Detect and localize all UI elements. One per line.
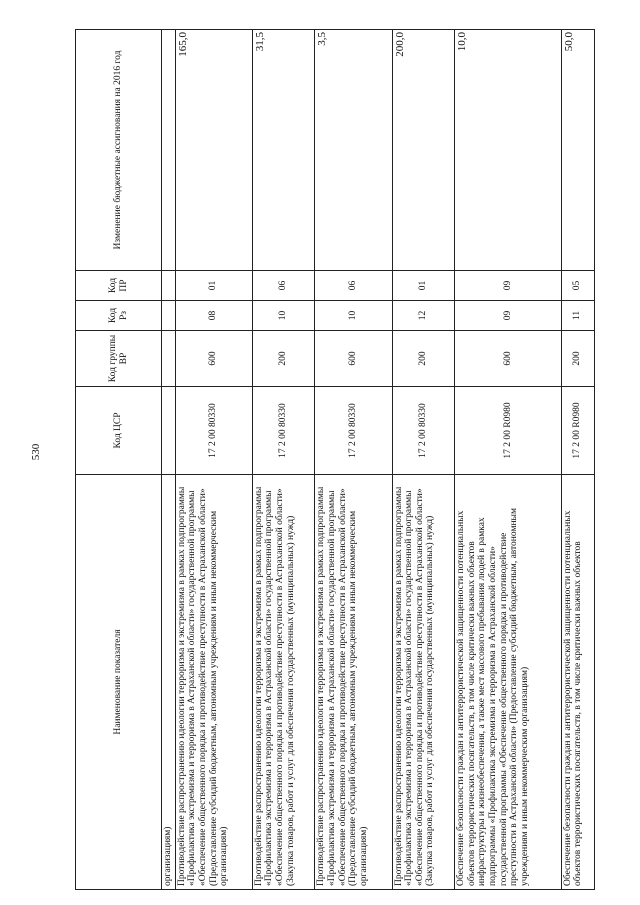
row-csr: 17 2 00 80330 [315, 387, 392, 475]
row-amount: 200,0 [392, 30, 455, 271]
row-name: Противодействие распространению идеологии терроризма и экстремизма в рамках подпрограммы «Профилактика экстремизма и терроризма в Астраханской области» государственной программы «Обеспечение общественного порядка и противодействие преступности в Астраханской области» (Закупка товаров, работ и услуг для обеспечения государственных (муниципальных) нужд) [252, 475, 315, 890]
continuation-text: организациям) [162, 475, 176, 890]
row-vr: 600 [455, 331, 561, 387]
row-name: Противодействие распространению идеологии терроризма и экстремизма в рамках подпрограммы «Профилактика экстремизма и терроризма в Астраханской области» государственной программы «Обеспечение общественного порядка и противодействие преступности в Астраханской области» (Закупка товаров, работ и услуг для обеспечения государственных (муниципальных) нужд) [392, 475, 455, 890]
row-amount: 31,5 [252, 30, 315, 271]
header-amount: Изменение бюджетные ассигнования на 2016 год [76, 30, 162, 271]
row-amount: 10,0 [455, 30, 561, 271]
row-rz: 11 [561, 301, 594, 331]
header-rz: Код Рз [76, 301, 162, 331]
row-pr: 01 [175, 271, 252, 301]
row-amount: 50,0 [561, 30, 594, 271]
header-vr: Код группы ВР [76, 331, 162, 387]
row-pr: 01 [392, 271, 455, 301]
row-vr: 200 [561, 331, 594, 387]
row-pr: 05 [561, 271, 594, 301]
table-row [252, 30, 315, 890]
row-vr: 200 [252, 331, 315, 387]
row-name: Противодействие распространению идеологии терроризма и экстремизма в рамках подпрограммы «Профилактика экстремизма и терроризма в Астраханской области» государственной программы «Обеспечение общественного порядка и противодействие преступности в Астраханской области» (Предоставление субсидий бюджетным, автономным учреждениям и иным некоммерческим организациям) [175, 475, 252, 890]
table-row [175, 30, 252, 890]
row-pr: 06 [315, 271, 392, 301]
row-vr: 600 [175, 331, 252, 387]
row-amount: 3,5 [315, 30, 392, 271]
table-row [455, 30, 561, 890]
continuation-row [162, 30, 176, 890]
row-pr: 06 [252, 271, 315, 301]
row-name: Обеспечение безопасности граждан и антитеррористической защищенности потенциальных объектов террористических посягательств, в том числе критически важных объектов [561, 475, 594, 890]
row-rz: 08 [175, 301, 252, 331]
row-csr: 17 2 00 80330 [252, 387, 315, 475]
table-header-row [76, 30, 162, 890]
row-pr: 09 [455, 271, 561, 301]
row-csr: 17 2 00 R0980 [561, 387, 594, 475]
page-number: 530 [30, 443, 42, 461]
row-csr: 17 2 00 R0980 [455, 387, 561, 475]
row-rz: 10 [315, 301, 392, 331]
row-rz: 12 [392, 301, 455, 331]
row-vr: 600 [315, 331, 392, 387]
row-vr: 200 [392, 331, 455, 387]
budget-table [75, 29, 595, 890]
header-name: Наименование показателя [76, 475, 162, 890]
table-row [561, 30, 594, 890]
row-rz: 09 [455, 301, 561, 331]
row-name: Противодействие распространению идеологии терроризма и экстремизма в рамках подпрограммы «Профилактика экстремизма и терроризма в Астраханской области» государственной программы «Обеспечение общественного порядка и противодействие преступности в Астраханской области» (Предоставление субсидий бюджетным, автономным учреждениям и иным некоммерческим организациям) [315, 475, 392, 890]
rotated-page [75, 30, 595, 890]
table-row [315, 30, 392, 890]
row-csr: 17 2 00 80330 [175, 387, 252, 475]
row-amount: 165,0 [175, 30, 252, 271]
row-rz: 10 [252, 301, 315, 331]
row-name: Обеспечение безопасности граждан и антитеррористической защищенности потенциальных объектов террористических посягательств, в том числе критически важных объектов инфраструктуры и жизнеобеспечения, а также мест массового пребывания людей в рамках подпрограммы «Профилактика экстремизма и терроризма в Астраханской области» государственной программы «Обеспечение общественного порядка и противодействие преступности в Астраханской области» (Предоставление субсидий бюджетным, автономным учреждениям и иным некоммерческим организациям) [455, 475, 561, 890]
header-csr: Код ЦСР [76, 387, 162, 475]
row-csr: 17 2 00 80330 [392, 387, 455, 475]
header-pr: Код ПР [76, 271, 162, 301]
table-row [392, 30, 455, 890]
